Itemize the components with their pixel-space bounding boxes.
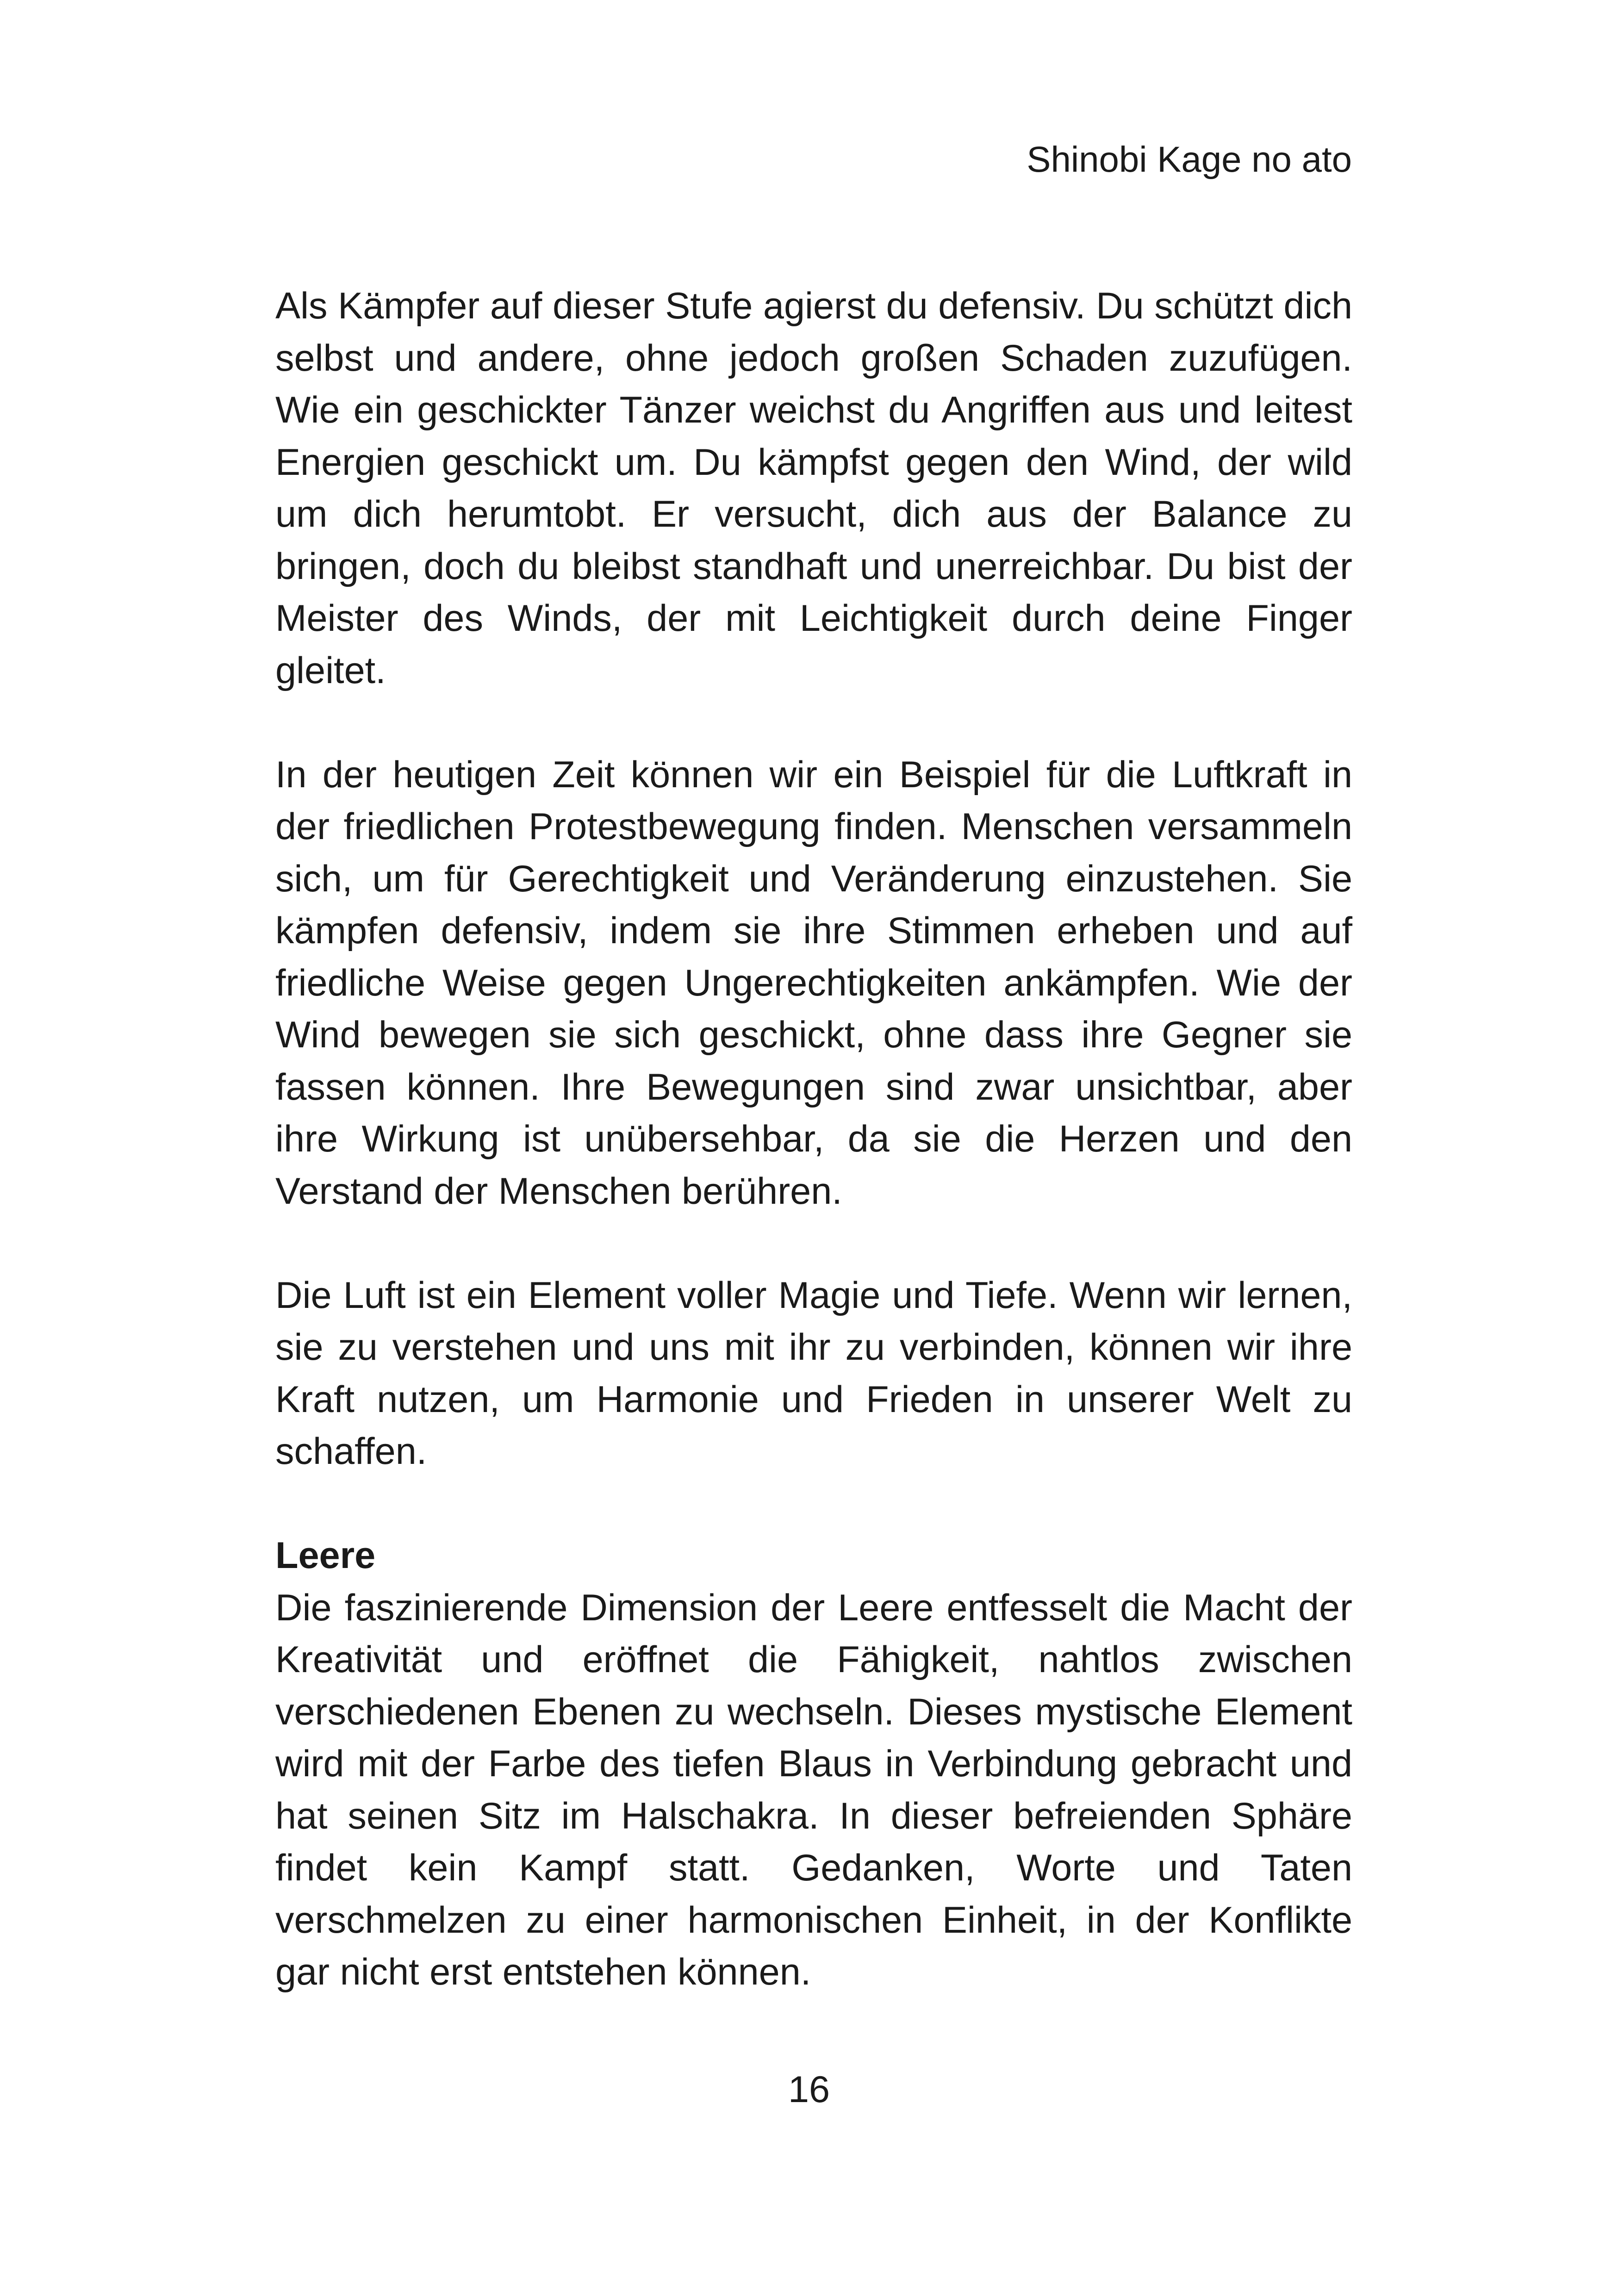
paragraph-defensive-fighter: Als Kämpfer auf dieser Stufe agierst du defensiv. Du schützt dich selbst und andere, ohne jedoch großen Schaden zuzufügen. Wie ein geschickter Tänzer weichst du Angriffen aus und leitest Energien geschickt um. Du kämpfst gegen den Wind, der wild um dich herumtobt. Er versucht, dich aus der Balance zu bringen, doch du bleibst standhaft und unerreichbar. Du bist der Meister des Winds, der mit Leichtigkeit durch deine Finger gleitet.: [275, 285, 1352, 691]
page-body: [275, 280, 1352, 1998]
paragraph-void-element: Die faszinierende Dimension der Leere entfesselt die Macht der Kreativität und eröffnet die Fähigkeit, nahtlos zwischen verschiedenen Ebenen zu wechseln. Dieses mystische Element wird mit der Farbe des tiefen Blaus in Verbindung gebracht und hat seinen Sitz im Halschakra. In dieser befreienden Sphäre findet kein Kampf statt. Gedanken, Worte und Taten verschmelzen zu einer harmonischen Einheit, in der Konflikte gar nicht erst entstehen können.: [275, 1587, 1352, 1993]
page-number: 16: [788, 2069, 830, 2110]
paragraph-air-element: Die Luft ist ein Element voller Magie und Tiefe. Wenn wir lernen, sie zu verstehen und uns mit ihr zu verbinden, können wir ihre Kraft nutzen, um Harmonie und Frieden in unserer Welt zu schaffen.: [275, 1274, 1352, 1472]
section-heading: Leere: [275, 1535, 376, 1576]
paragraph-protest-movement: In der heutigen Zeit können wir ein Beispiel für die Luftkraft in der friedlichen Protestbewegung finden. Menschen versammeln sich, um für Gerechtigkeit und Veränderung einzustehen. Sie kämpfen defensiv, indem sie ihre Stimmen erheben und auf friedliche Weise gegen Ungerechtigkeiten ankämpfen. Wie der Wind bewegen sie sich geschickt, ohne dass ihre Gegner sie fassen können. Ihre Bewegungen sind zwar unsichtbar, aber ihre Wirkung ist unübersehbar, da sie die Herzen und den Verstand der Menschen berühren.: [275, 753, 1352, 1212]
running-header: Shinobi Kage no ato: [1027, 139, 1352, 180]
